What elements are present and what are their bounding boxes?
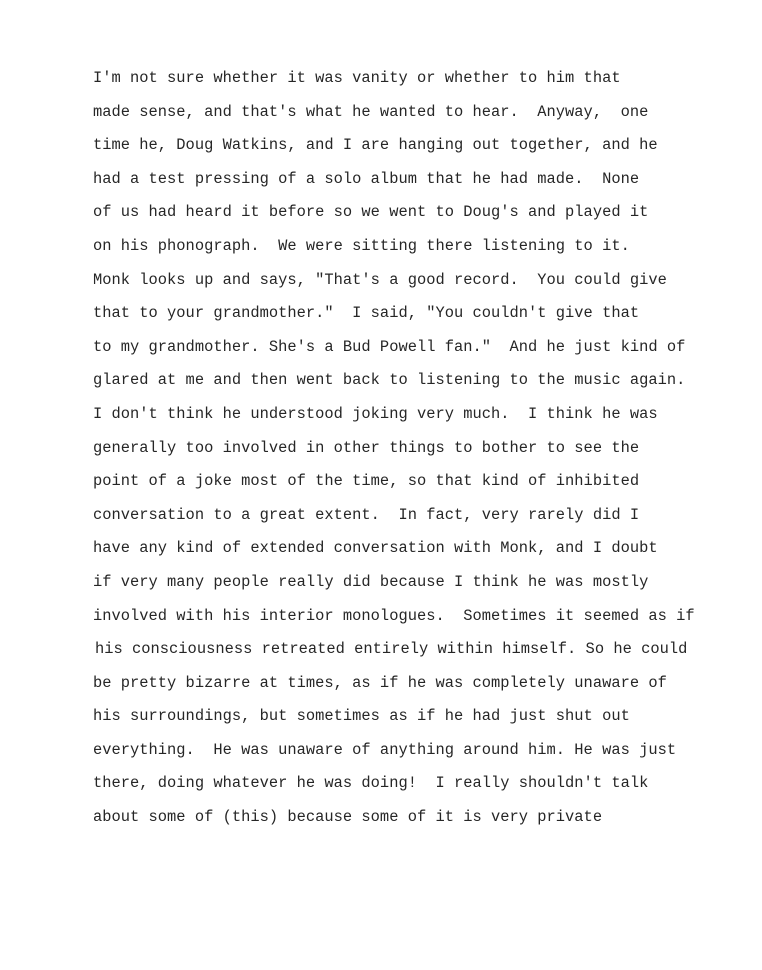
text-line: be pretty bizarre at times, as if he was completely unaware of bbox=[93, 673, 667, 692]
text-line: had a test pressing of a solo album that he had made. None bbox=[93, 169, 640, 188]
text-line: have any kind of extended conversation with Monk, and I doubt bbox=[93, 539, 658, 558]
text-line: point of a joke most of the time, so that kind of inhibited bbox=[93, 472, 640, 491]
text-line: generally too involved in other things to bother to see the bbox=[93, 438, 640, 457]
text-line: to my grandmother. She's a Bud Powell fan." And he just kind of bbox=[93, 337, 686, 356]
text-line: on his phonograph. We were sitting there listening to it. bbox=[93, 236, 630, 255]
text-line: everything. He was unaware of anything around him. He was just bbox=[93, 740, 677, 759]
text-line: there, doing whatever he was doing! I really shouldn't talk bbox=[93, 774, 649, 793]
text-line: if very many people really did because I think he was mostly bbox=[93, 572, 649, 591]
text-line: made sense, and that's what he wanted to hear. Anyway, one bbox=[93, 102, 649, 121]
text-line: about some of (this) because some of it is very private bbox=[93, 808, 603, 827]
text-line: his consciousness retreated entirely within himself. So he could bbox=[95, 640, 688, 659]
text-line: of us had heard it before so we went to Doug's and played it bbox=[93, 203, 649, 222]
text-line: conversation to a great extent. In fact, very rarely did I bbox=[93, 505, 640, 524]
text-line: time he, Doug Watkins, and I are hanging out together, and he bbox=[93, 136, 658, 155]
text-line: Monk looks up and says, "That's a good record. You could give bbox=[93, 270, 667, 289]
text-line: I'm not sure whether it was vanity or whether to him that bbox=[93, 69, 621, 87]
text-line: involved with his interior monologues. Sometimes it seemed as if bbox=[93, 606, 695, 625]
text-line: that to your grandmother." I said, "You couldn't give that bbox=[93, 304, 640, 323]
text-line: glared at me and then went back to listening to the music again. bbox=[93, 371, 686, 390]
text-line: his surroundings, but sometimes as if he had just shut out bbox=[93, 707, 630, 726]
text-line: I don't think he understood joking very much. I think he was bbox=[93, 404, 658, 423]
typewritten-text-block bbox=[93, 62, 753, 835]
